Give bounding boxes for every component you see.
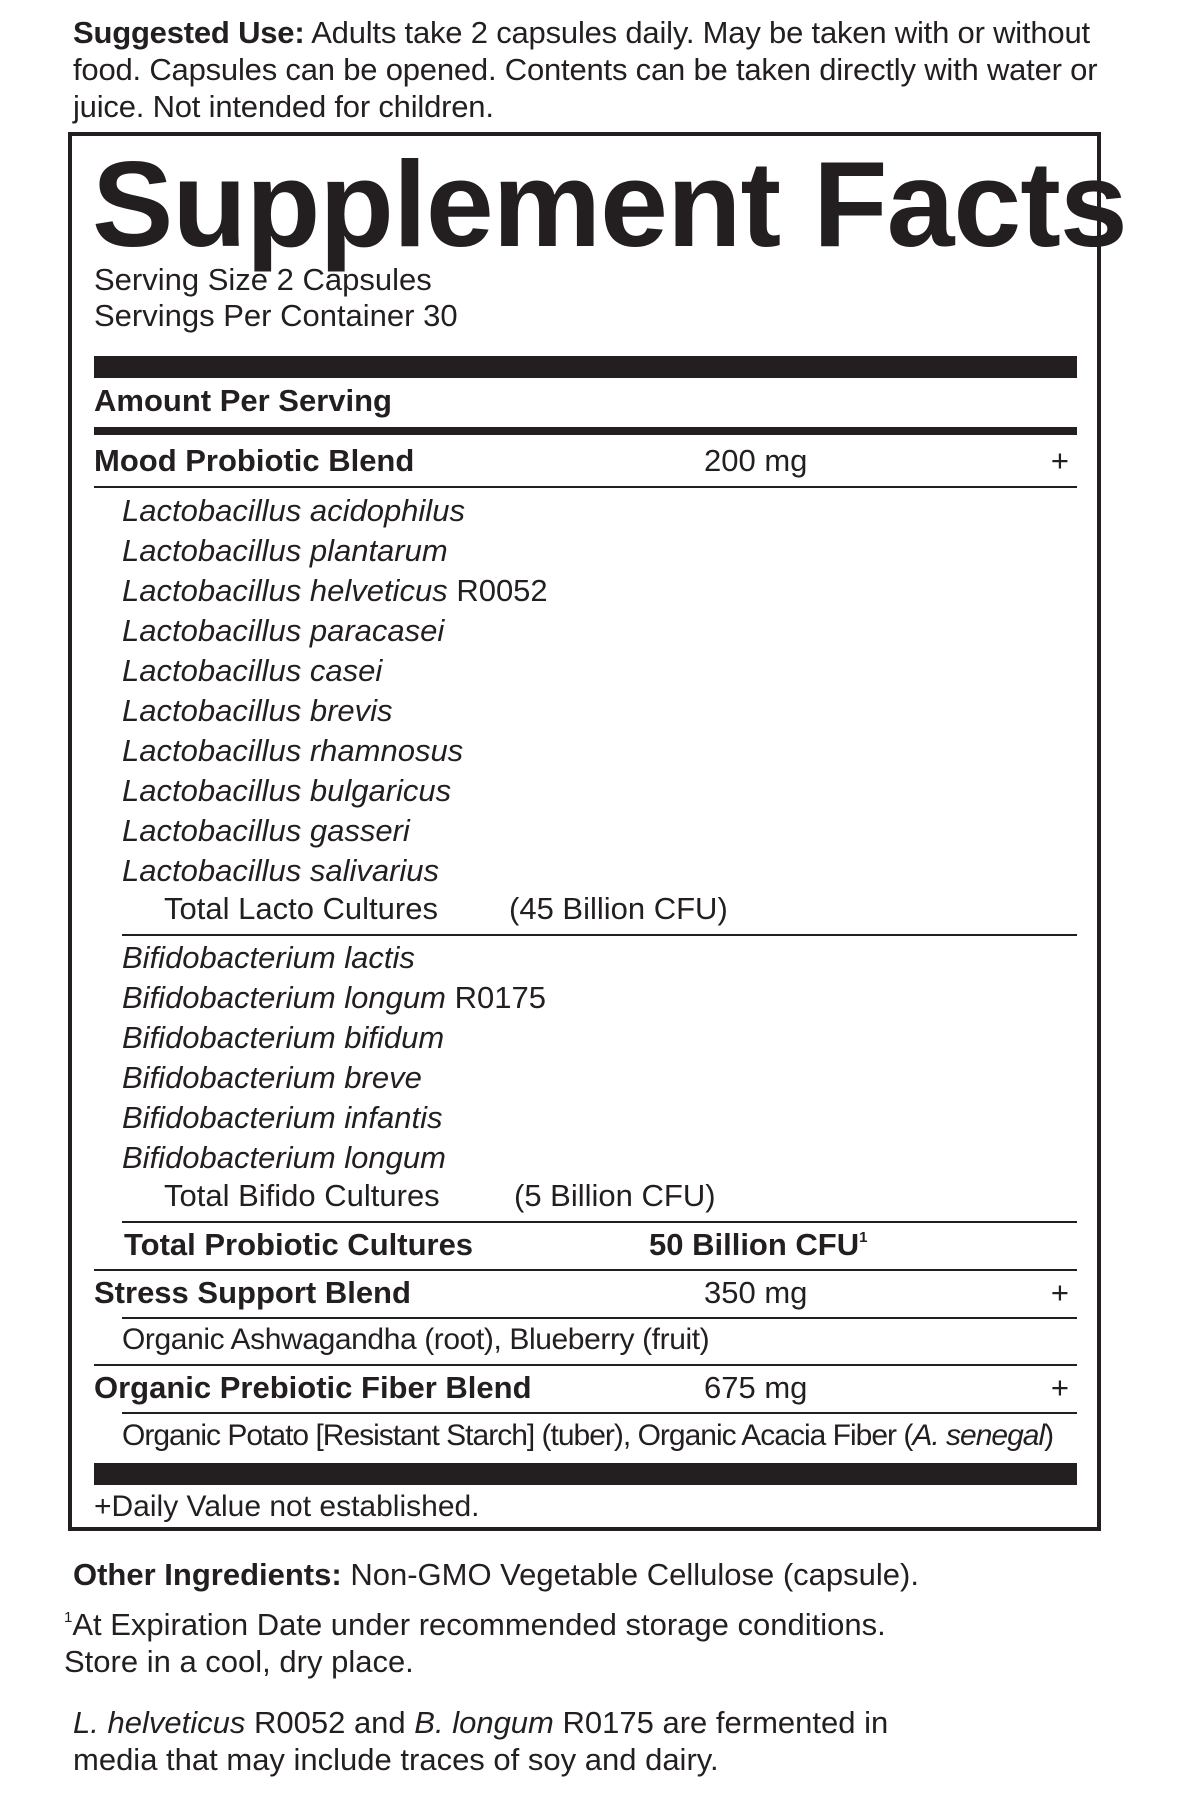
total-probiotic-row [124, 1225, 1077, 1265]
prebiotic-blend-divider [122, 1412, 1077, 1414]
fermentation-strain-2: B. longum [414, 1705, 554, 1740]
strain-name: Lactobacillus gasseri [122, 813, 410, 848]
strain-item [122, 1138, 446, 1178]
fermentation-code-2: R0175 [562, 1705, 654, 1740]
strain-item [122, 491, 465, 531]
fermentation-strain-1: L. helveticus [73, 1705, 246, 1740]
strain-name: Lactobacillus acidophilus [122, 493, 465, 528]
strain-item [122, 811, 410, 851]
mood-blend-row [94, 441, 1077, 481]
expiration-footnote-marker: 1 [64, 1609, 73, 1626]
strain-item [122, 731, 463, 771]
mood-blend-name: Mood Probiotic Blend [94, 443, 415, 478]
mood-blend-divider [94, 486, 1077, 488]
prebiotic-blend-amount: 675 mg [704, 1370, 808, 1405]
strain-item [122, 1018, 444, 1058]
strain-name: Bifidobacterium infantis [122, 1100, 443, 1135]
strain-name: Bifidobacterium breve [122, 1060, 422, 1095]
suggested-use [73, 14, 1133, 125]
strain-item [122, 1098, 443, 1138]
fermentation-code-1: R0052 [253, 1705, 346, 1740]
servings-per-container: Servings Per Container 30 [94, 298, 458, 333]
total-lacto-cfu: (45 Billion CFU) [509, 891, 728, 926]
prebiotic-ingredients-species: A. senegal [912, 1419, 1045, 1452]
total-probiotic-label: Total Probiotic Cultures [124, 1227, 474, 1262]
serving-size: Serving Size 2 Capsules [94, 262, 432, 297]
panel-title: Supplement Facts [92, 136, 1127, 272]
suggested-use-text: Adults take 2 capsules daily. May be taken with or without food. Capsules can be opened. Contents can be taken directly with water or juice. Not intended for children. [73, 15, 1098, 124]
strain-item [122, 531, 448, 571]
strain-item [122, 978, 546, 1018]
prebiotic-ingredients-suffix: ) [1044, 1419, 1054, 1452]
total-probiotic-footnote-marker: 1 [859, 1229, 868, 1246]
fermentation-and: and [353, 1705, 406, 1740]
strain-name: Lactobacillus casei [122, 653, 383, 688]
mood-blend-dv: + [1050, 443, 1069, 478]
strain-item [122, 691, 393, 731]
fermentation-text: are fermented in media that may include traces of soy and dairy. [73, 1705, 889, 1777]
strain-name: Bifidobacterium longum [122, 980, 446, 1015]
stress-blend-divider [122, 1317, 1077, 1319]
total-probiotic-divider [94, 1269, 1077, 1271]
expiration-footnote [64, 1606, 964, 1680]
strain-item [122, 571, 548, 611]
strain-item [122, 771, 451, 811]
strain-name: Bifidobacterium longum [122, 1140, 446, 1175]
strain-name: Lactobacillus plantarum [122, 533, 448, 568]
total-probiotic-cfu: 50 Billion CFU [649, 1227, 860, 1262]
prebiotic-blend-dv: + [1050, 1370, 1069, 1405]
total-lacto-row [164, 889, 728, 929]
mood-blend-amount: 200 mg [704, 443, 808, 478]
daily-value-note: +Daily Value not established. [94, 1490, 480, 1523]
stress-blend-ingredients: Organic Ashwagandha (root), Blueberry (fruit) [122, 1323, 710, 1356]
prebiotic-blend-ingredients [122, 1416, 1053, 1456]
total-lacto-label: Total Lacto Cultures [164, 891, 438, 926]
strain-item [122, 938, 415, 978]
strain-name: Lactobacillus paracasei [122, 613, 445, 648]
total-bifido-row [164, 1176, 716, 1216]
amount-per-serving-row [94, 381, 1077, 421]
strain-item [122, 611, 444, 651]
bifido-divider [122, 1221, 1077, 1223]
strain-item [122, 851, 439, 891]
fermentation-note [73, 1704, 933, 1778]
prebiotic-blend-name: Organic Prebiotic Fiber Blend [94, 1370, 532, 1405]
strain-name: Bifidobacterium bifidum [122, 1020, 445, 1055]
suggested-use-label: Suggested Use: [73, 15, 305, 50]
strain-code: R0052 [456, 573, 548, 608]
strain-code: R0175 [454, 980, 546, 1015]
stress-ingredients-divider [94, 1364, 1077, 1366]
strain-name: Lactobacillus brevis [122, 693, 393, 728]
prebiotic-blend-row [94, 1368, 1077, 1408]
strain-name: Lactobacillus bulgaricus [122, 773, 452, 808]
total-bifido-cfu: (5 Billion CFU) [514, 1178, 716, 1213]
prebiotic-ingredients-prefix: Organic Potato [Resistant Starch] (tuber), Organic Acacia Fiber ( [122, 1419, 913, 1452]
strain-name: Lactobacillus helveticus [122, 573, 448, 608]
total-bifido-label: Total Bifido Cultures [164, 1178, 440, 1213]
strain-name: Lactobacillus salivarius [122, 853, 440, 888]
amount-per-serving-label: Amount Per Serving [94, 383, 392, 418]
strain-name: Bifidobacterium lactis [122, 940, 415, 975]
strain-item [122, 1058, 422, 1098]
thick-divider-bottom [94, 1463, 1077, 1485]
expiration-footnote-text: At Expiration Date under recommended storage conditions. Store in a cool, dry place. [64, 1607, 886, 1679]
stress-blend-name: Stress Support Blend [94, 1275, 411, 1310]
lacto-divider [122, 934, 1077, 936]
stress-blend-amount: 350 mg [704, 1275, 808, 1310]
stress-blend-dv: + [1050, 1275, 1069, 1310]
strain-item [122, 651, 382, 691]
thick-divider-top [94, 356, 1077, 378]
other-ingredients-label: Other Ingredients: [73, 1557, 342, 1592]
supplement-facts-panel [68, 132, 1127, 1531]
other-ingredients-text: Non-GMO Vegetable Cellulose (capsule). [350, 1557, 919, 1592]
total-probiotic-cfu-wrap [649, 1225, 867, 1265]
medium-divider [94, 427, 1077, 435]
strain-name: Lactobacillus rhamnosus [122, 733, 464, 768]
stress-blend-row [94, 1273, 1077, 1313]
other-ingredients [73, 1556, 1133, 1593]
